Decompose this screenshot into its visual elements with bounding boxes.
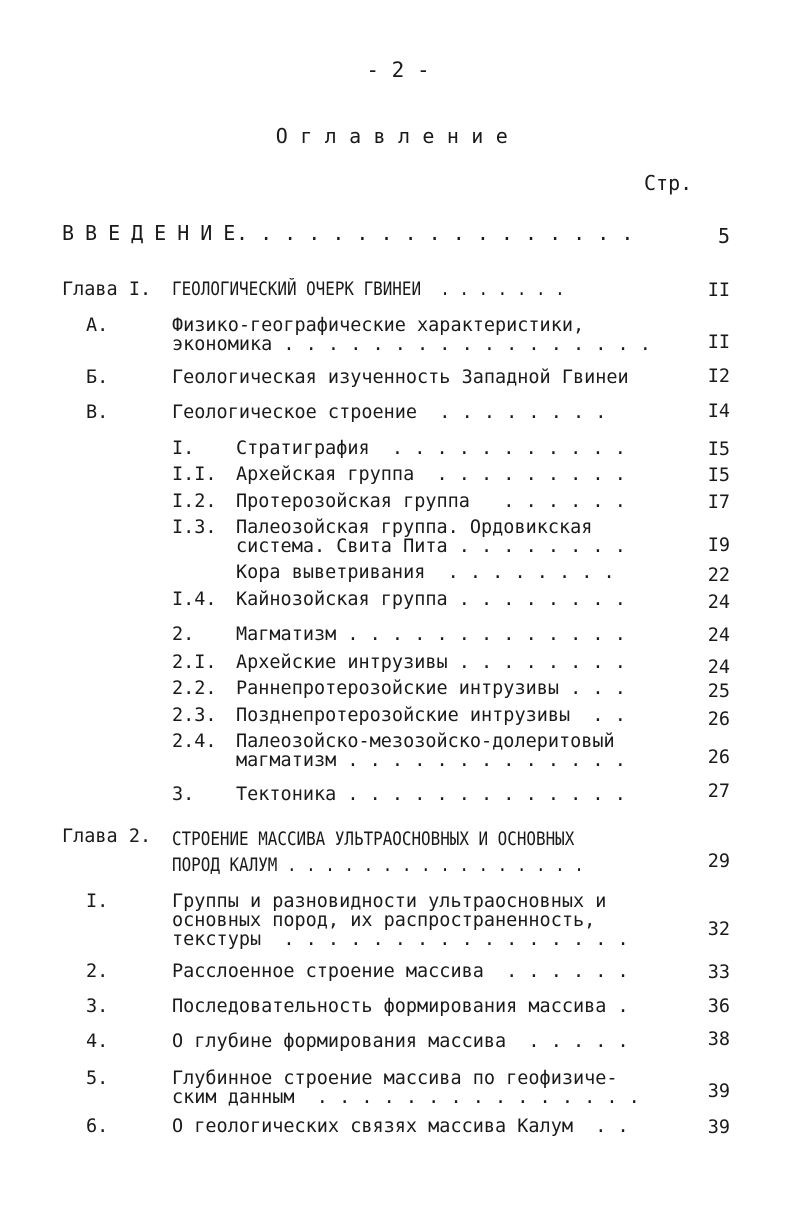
toc-title-section: Физико-географические характеристики, экономика . . . . . . . . . . . . . . . . .: [172, 315, 651, 355]
toc-label-subsection: I.: [172, 438, 195, 459]
toc-page-subsection: I7: [707, 492, 730, 513]
toc-title-section: Геологическое строение . . . . . . . .: [172, 402, 607, 423]
toc-title-subsection: Палеозойско-мезозойско-долеритовый магматизм . . . . . . . . . . . . .: [236, 731, 626, 771]
toc-title-section: О глубине формирования массива . . . . .: [172, 1031, 629, 1052]
toc-label-subsection: 2.4.: [172, 731, 217, 752]
toc-page-subsection: 24: [707, 657, 730, 678]
toc-page-section: II: [707, 332, 730, 353]
toc-page-introduction: 5: [717, 224, 730, 248]
toc-label-section: В.: [86, 402, 109, 423]
toc-title-subsection: Архейская группа . . . . . . . . .: [236, 464, 626, 485]
toc-page-subsection: 27: [707, 781, 730, 802]
toc-title-subsection: Стратиграфия . . . . . . . . . . .: [236, 438, 626, 459]
toc-label-subsection: I.2.: [172, 491, 217, 512]
toc-label-subsection: 3.: [172, 784, 195, 805]
toc-title-subsection: Кора выветривания . . . . . . . .: [236, 562, 615, 583]
toc-page-chapter-2: 29: [707, 851, 730, 872]
toc-page-subsection: I5: [707, 465, 730, 486]
toc-page-subsection: 24: [707, 625, 730, 646]
toc-page-section: 39: [707, 1081, 730, 1102]
toc-page-section: 32: [707, 919, 730, 940]
toc-label-section: I.: [86, 891, 109, 912]
toc-title-subsection: Позднепротерозойские интрузивы . .: [236, 705, 626, 726]
toc-page-subsection: 26: [707, 747, 730, 768]
toc-label-chapter-1: Глава I.: [62, 279, 152, 300]
toc-label-section: 3.: [86, 996, 109, 1017]
toc-label-section: 4.: [86, 1031, 109, 1052]
toc-title-subsection: Раннепротерозойские интрузивы . . .: [236, 678, 626, 699]
toc-label-chapter-2: Глава 2.: [62, 826, 152, 847]
toc-title-section: Глубинное строение массива по геофизиче- ским данным . . . . . . . . . . . . . . .: [172, 1068, 640, 1108]
toc-label-section: 5.: [86, 1068, 109, 1089]
toc-title-chapter-2: СТРОЕНИЕ МАССИВА УЛЬТРАОСНОВНЫХ И ОСНОВНЫХ ПОРОД КАЛУМ . . . . . . . . . . . . . . . .: [172, 829, 584, 876]
toc-label-introduction: ВВЕДЕНИЕ: [62, 221, 247, 245]
toc-page-section: 36: [707, 996, 730, 1017]
toc-page-subsection: I9: [707, 535, 730, 556]
toc-label-subsection: I.4.: [172, 589, 217, 610]
toc-title-subsection: Тектоника . . . . . . . . . . . . .: [236, 784, 626, 805]
toc-title-section: Группы и разновидности ультраосновных и основных пород, их распространенность, текстуры . . . . . . . . . . . . . . . .: [172, 891, 629, 950]
toc-page-subsection: 25: [707, 681, 730, 702]
toc-page-section: I4: [707, 401, 730, 422]
pages-column-header: Стр.: [644, 171, 693, 195]
toc-page-section: 33: [707, 962, 730, 983]
toc-page-subsection: 26: [707, 709, 730, 730]
page-title: Оглавление: [275, 124, 521, 148]
toc-label-section: Б.: [86, 367, 109, 388]
toc-label-subsection: 2.3.: [172, 705, 217, 726]
toc-page-section: I2: [707, 366, 730, 387]
toc-label-subsection: I.I.: [172, 464, 217, 485]
toc-title-subsection: Кайнозойская группа . . . . . . . .: [236, 589, 626, 610]
toc-page-subsection: I5: [707, 439, 730, 460]
toc-title-section: Геологическая изученность Западной Гвинеи: [172, 367, 629, 388]
toc-page-section: 39: [707, 1117, 730, 1138]
toc-title-subsection: Архейские интрузивы . . . . . . . .: [236, 652, 626, 673]
toc-page-chapter-1: II: [707, 280, 730, 301]
toc-label-section: 6.: [86, 1116, 109, 1137]
toc-title-section: Расслоенное строение массива . . . . . .: [172, 961, 629, 982]
page-number: - 2 -: [366, 58, 430, 82]
toc-label-subsection: I.3.: [172, 517, 217, 538]
toc-title-section: О геологических связях массива Калум . .: [172, 1116, 629, 1137]
toc-label-section: 2.: [86, 961, 109, 982]
toc-label-subsection: 2.I.: [172, 652, 217, 673]
toc-label-subsection: 2.2.: [172, 678, 217, 699]
toc-title-chapter-1: ГЕОЛОГИЧЕСКИЙ ОЧЕРК ГВИНЕИ . . . . . . .: [172, 279, 565, 300]
toc-page-subsection: 24: [707, 592, 730, 613]
toc-label-section: А.: [86, 315, 109, 336]
toc-title-subsection: Протерозойская группа . . . . . .: [236, 491, 626, 512]
toc-title-introduction: . . . . . . . . . . . . . . . . .: [236, 221, 634, 245]
toc-title-section: Последовательность формирования массива .: [172, 996, 629, 1017]
toc-title-subsection: Палеозойская группа. Ордовикская система. Свита Пита . . . . . . . .: [236, 517, 626, 557]
toc-title-subsection: Магматизм . . . . . . . . . . . . .: [236, 624, 626, 645]
toc-label-subsection: 2.: [172, 624, 195, 645]
toc-page-subsection: 22: [707, 565, 730, 586]
toc-page-section: 38: [707, 1029, 730, 1050]
